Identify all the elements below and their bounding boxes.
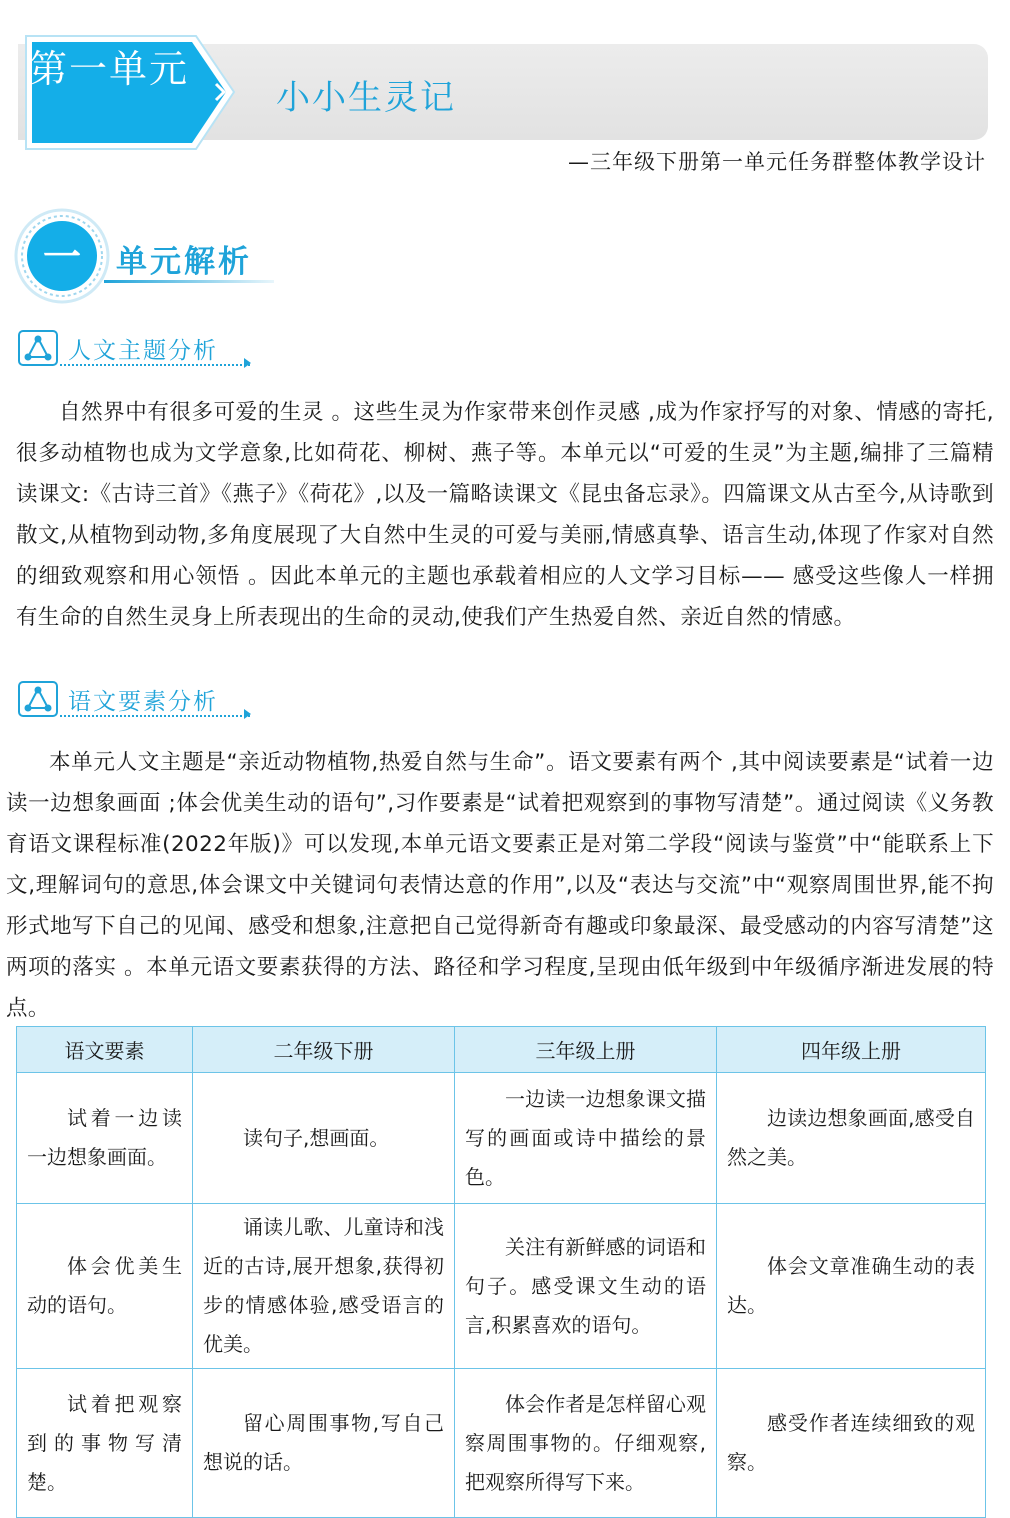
- table-cell: 感受作者连续细致的观察。: [717, 1369, 986, 1518]
- triangle-nodes-icon: [18, 681, 58, 717]
- unit-label: 第一单元: [28, 47, 189, 91]
- table-header-cell: 四年级上册: [717, 1027, 986, 1073]
- table-cell: 关注有新鲜感的词语和句子。感受课文生动的语言,积累喜欢的语句。: [455, 1204, 717, 1369]
- table-cell: 一边读一边想象课文描写的画面或诗中描绘的景色。: [455, 1073, 717, 1204]
- paragraph-language-elements: 本单元人文主题是“亲近动物植物,热爱自然与生命”。语文要素有两个 ,其中阅读要素是“试着一边读一边想象画面 ;体会优美生动的语句”,习作要素是“试着把观察到的事物写清楚”。通过阅读《义务教育语文课程标准(2022年版)》可以发现,本单元语文要素正是对第二学段“阅读与鉴赏”中“能联系上下文,理解词句的意思,体会课文中关键词句表情达意的作用”,以及“表达与交流”中“观察周围世界,能不拘形式地写下自己的见闻、感受和想象,注意把自己觉得新奇有趣或印象最深、最受感动的内容写清楚”这两项的落实 。本单元语文要素获得的方法、路径和学习程度,呈现由低年级到中年级循序渐进发展的特点。: [6, 750, 994, 1021]
- table-cell: 留心周围事物,写自己想说的话。: [193, 1369, 455, 1518]
- table-cell: 体会文章准确生动的表达。: [717, 1204, 986, 1369]
- table-cell: 边读边想象画面,感受自然之美。: [717, 1073, 986, 1204]
- table-header-row: [17, 1027, 986, 1073]
- triangle-nodes-icon: [18, 330, 58, 366]
- table-row: [17, 1073, 986, 1204]
- table-header-cell: 三年级上册: [455, 1027, 717, 1073]
- section-title: 单元解析: [116, 244, 252, 280]
- unit-title: 小小生灵记: [276, 78, 456, 118]
- arrow-right-icon: [244, 709, 251, 719]
- language-elements-table: [16, 1026, 986, 1518]
- table-cell: 体会优美生动的语句。: [17, 1204, 193, 1369]
- table-row: [17, 1204, 986, 1369]
- table-row: [17, 1369, 986, 1518]
- subsection-heading-text: 人文主题分析: [68, 338, 218, 364]
- unit-subtitle: —三年级下册第一单元任务群整体教学设计: [568, 150, 986, 174]
- subsection-underline: [60, 364, 250, 368]
- table-header-cell: 语文要素: [17, 1027, 193, 1073]
- section-number: 一: [42, 235, 81, 279]
- table-cell: 体会作者是怎样留心观察周围事物的。仔细观察,把观察所得写下来。: [455, 1369, 717, 1518]
- arrow-right-icon: [244, 358, 251, 368]
- subsection-underline: [60, 715, 250, 719]
- table-cell: 试着一边读一边想象画面。: [17, 1073, 193, 1204]
- paragraph-humanities: 自然界中有很多可爱的生灵 。这些生灵为作家带来创作灵感 ,成为作家抒写的对象、情感的寄托,很多动植物也成为文学意象,比如荷花、柳树、燕子等。本单元以“可爱的生灵”为主题,编排了三篇精读课文:《古诗三首》《燕子》《荷花》,以及一篇略读课文《昆虫备忘录》。四篇课文从古至今,从诗歌到散文,从植物到动物,多角度展现了大自然中生灵的可爱与美丽,情感真挚、语言生动,体现了作家对自然的细致观察和用心领悟 。因此本单元的主题也承载着相应的人文学习目标—— 感受这些像人一样拥有生命的自然生灵身上所表现出的生命的灵动,使我们产生热爱自然、亲近自然的情感。: [16, 400, 994, 630]
- table-cell: 诵读儿歌、儿童诗和浅近的古诗,展开想象,获得初步的情感体验,感受语言的优美。: [193, 1204, 455, 1369]
- section-underline: [104, 280, 274, 283]
- table-cell: 读句子,想画面。: [193, 1073, 455, 1204]
- table-header-cell: 二年级下册: [193, 1027, 455, 1073]
- subsection-heading-text: 语文要素分析: [68, 689, 218, 715]
- table-cell: 试着把观察到的事物写清楚。: [17, 1369, 193, 1518]
